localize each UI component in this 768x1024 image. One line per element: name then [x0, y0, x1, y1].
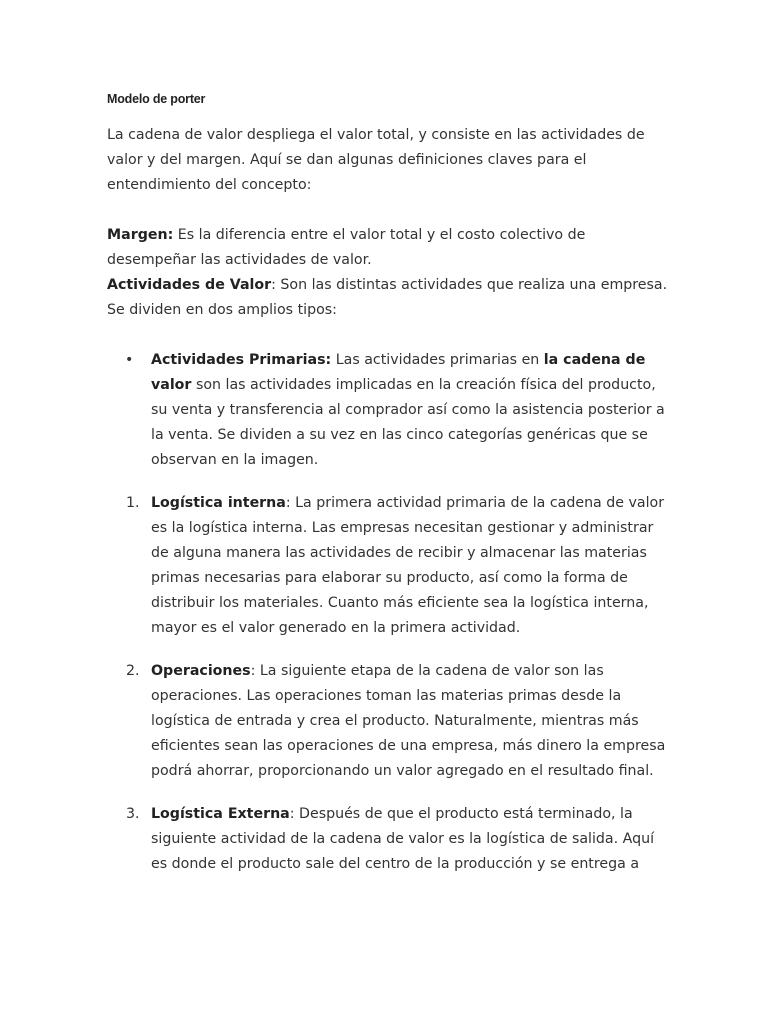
list-item-logistica-interna — [107, 491, 668, 641]
list-item-actividades-primarias — [107, 348, 668, 473]
list-item-logistica-externa — [107, 802, 668, 877]
document-title: Modelo de porter — [107, 92, 206, 106]
list-item-text: : La primera actividad primaria de la cadena de valor es la logística interna. Las empresas necesitan gestionar y administrar de alguna manera las actividades de recibir y almacenar las materias primas necesarias para elaborar su producto, así como la forma de distribuir los materiales. Cuanto más eficiente sea la logística interna, mayor es el valor generado en la primera actividad. — [151, 495, 665, 636]
definition-actividades-de-valor — [107, 273, 668, 323]
list-number: 3. — [126, 806, 140, 822]
list-item-term: Actividades Primarias: — [151, 352, 332, 368]
definition-text: : Son las distintas actividades que realiza una empresa. Se dividen en dos amplios tipos: — [107, 277, 668, 318]
list-item-text: Las actividades primarias en — [331, 352, 544, 368]
list-item-term: Operaciones — [151, 663, 251, 679]
list-number: 1. — [126, 495, 140, 511]
list-item-term: la cadena de valor — [151, 352, 646, 393]
bullet-list — [107, 348, 668, 473]
list-item-operaciones — [107, 659, 668, 784]
intro-paragraph: La cadena de valor despliega el valor total, y consiste en las actividades de valor y del margen. Aquí se dan algunas definiciones claves para el entendimiento del concepto: — [107, 127, 645, 193]
definition-term: Actividades de Valor — [107, 277, 272, 293]
list-item-text: : Después de que el producto está terminado, la siguiente actividad de la cadena de valor es la logística de salida. Aquí es donde el producto sale del centro de la producción y se entrega a — [151, 806, 655, 872]
definition-text: Es la diferencia entre el valor total y el costo colectivo de desempeñar las actividades de valor. — [107, 227, 586, 268]
list-item-term: Logística interna — [151, 495, 286, 511]
list-number: 2. — [126, 663, 140, 679]
list-item-text: son las actividades implicadas en la creación física del producto, su venta y transferencia al comprador así como la asistencia posterior a la venta. Se dividen a su vez en las cinco categorías genéricas que se observan en la imagen. — [151, 377, 665, 468]
definition-margen — [107, 223, 668, 273]
list-item-term: Logística Externa — [151, 806, 290, 822]
bullet-marker: • — [125, 352, 134, 368]
list-item-text: : La siguiente etapa de la cadena de valor son las operaciones. Las operaciones toman las materias primas desde la logística de entrada y crea el producto. Naturalmente, mientras más eficientes sean las operaciones de una empresa, más dinero la empresa podrá ahorrar, proporcionando un valor agregado en el resultado final. — [151, 663, 666, 779]
definition-term: Margen: — [107, 227, 174, 243]
numbered-list — [107, 491, 668, 877]
